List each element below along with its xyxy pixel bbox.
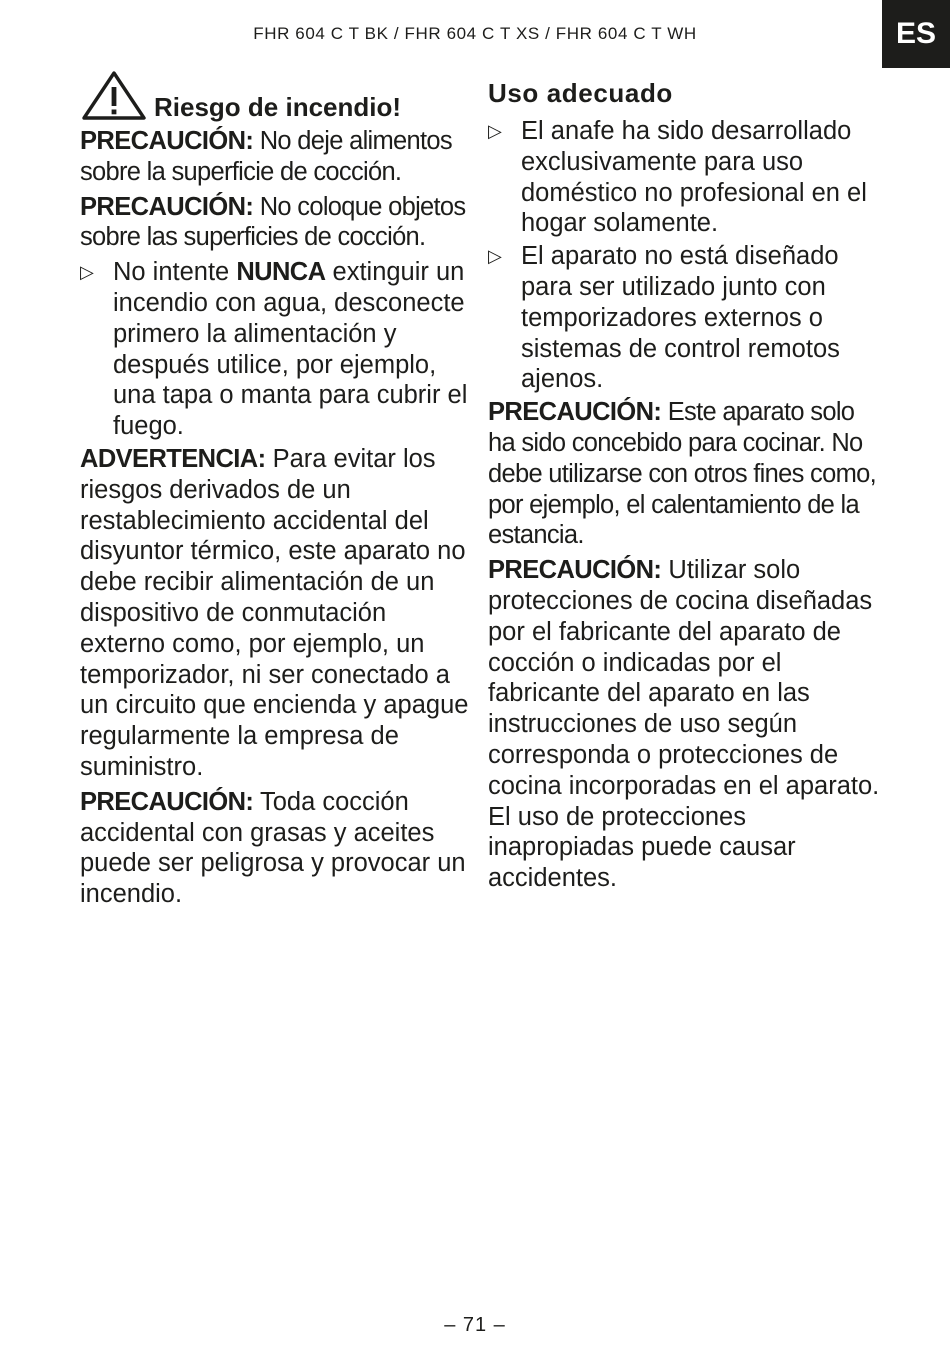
caution-paragraph <box>488 397 880 551</box>
document-header: FHR 604 C T BK / FHR 604 C T XS / FHR 604 C T WH <box>253 24 697 43</box>
caution-label: PRECAUCIÓN: <box>488 556 662 585</box>
warning-label: ADVERTENCIA: <box>80 444 266 473</box>
right-column <box>488 78 880 898</box>
caution-paragraph <box>80 787 470 910</box>
bullet-emphasis: NUNCA <box>236 258 326 287</box>
bullet-item <box>488 241 880 395</box>
warning-triangle-icon <box>80 70 148 122</box>
bullet-text: El anafe ha sido desarrollado exclusivamente para uso doméstico no profesional en el hogar solamente. <box>521 117 867 238</box>
warning-text: Para evitar los riesgos derivados de un restablecimiento accidental del disyuntor térmico, este aparato no debe recibir alimentación de un dispositivo de conmutación externo como, por ejemplo, un temporizador, ni ser conectado a un circuito que encienda y apague regularmente la empresa de suministro. <box>80 444 469 781</box>
bullet-item <box>80 257 470 442</box>
caution-text: Utilizar solo protecciones de cocina diseñadas por el fabricante del aparato de cocción o indicadas por el fabricante del aparato en las instrucciones de uso según corresponda o protecciones de cocina incorporadas en el aparato. El uso de protecciones inapropiadas puede causar accidentes. <box>488 556 880 893</box>
bullet-item <box>488 116 880 239</box>
bullet-triangle-icon: ▷ <box>488 246 502 267</box>
caution-text: No coloque objetos sobre las superficies de cocción. <box>80 192 466 252</box>
left-column <box>80 70 470 914</box>
warning-paragraph <box>80 444 470 783</box>
language-tab: ES <box>882 0 950 68</box>
caution-label: PRECAUCIÓN: <box>80 192 254 221</box>
bullet-text: No intente <box>113 258 237 287</box>
caution-text: No deje alimentos sobre la superficie de cocción. <box>80 127 452 186</box>
intended-use-heading: Uso adecuado <box>488 78 673 108</box>
caution-paragraph <box>80 126 470 188</box>
caution-paragraph <box>488 555 880 894</box>
fire-risk-heading-row <box>80 70 470 122</box>
caution-label: PRECAUCIÓN: <box>488 398 662 427</box>
bullet-triangle-icon: ▷ <box>80 262 94 283</box>
page-number: – 71 – <box>444 1314 506 1336</box>
caution-paragraph <box>80 192 470 254</box>
caution-label: PRECAUCIÓN: <box>80 127 254 155</box>
fire-risk-heading: Riesgo de incendio! <box>154 92 402 122</box>
caution-text: Toda cocción accidental con grasas y aceites puede ser peligrosa y provocar un incendio. <box>80 787 466 909</box>
bullet-text: extinguir un incendio con agua, desconecte primero la alimentación y después utilice, por ejemplo, una tapa o manta para cubrir el fuego. <box>113 258 468 441</box>
bullet-triangle-icon: ▷ <box>488 121 502 141</box>
bullet-text: El aparato no está diseñado para ser utilizado junto con temporizadores externos o sistemas de control remotos ajenos. <box>521 242 840 394</box>
caution-text: Este aparato solo ha sido concebido para cocinar. No debe utilizarse con otros fines como, por ejemplo, el calentamiento de la estancia. <box>488 398 876 550</box>
caution-label: PRECAUCIÓN: <box>80 787 254 816</box>
